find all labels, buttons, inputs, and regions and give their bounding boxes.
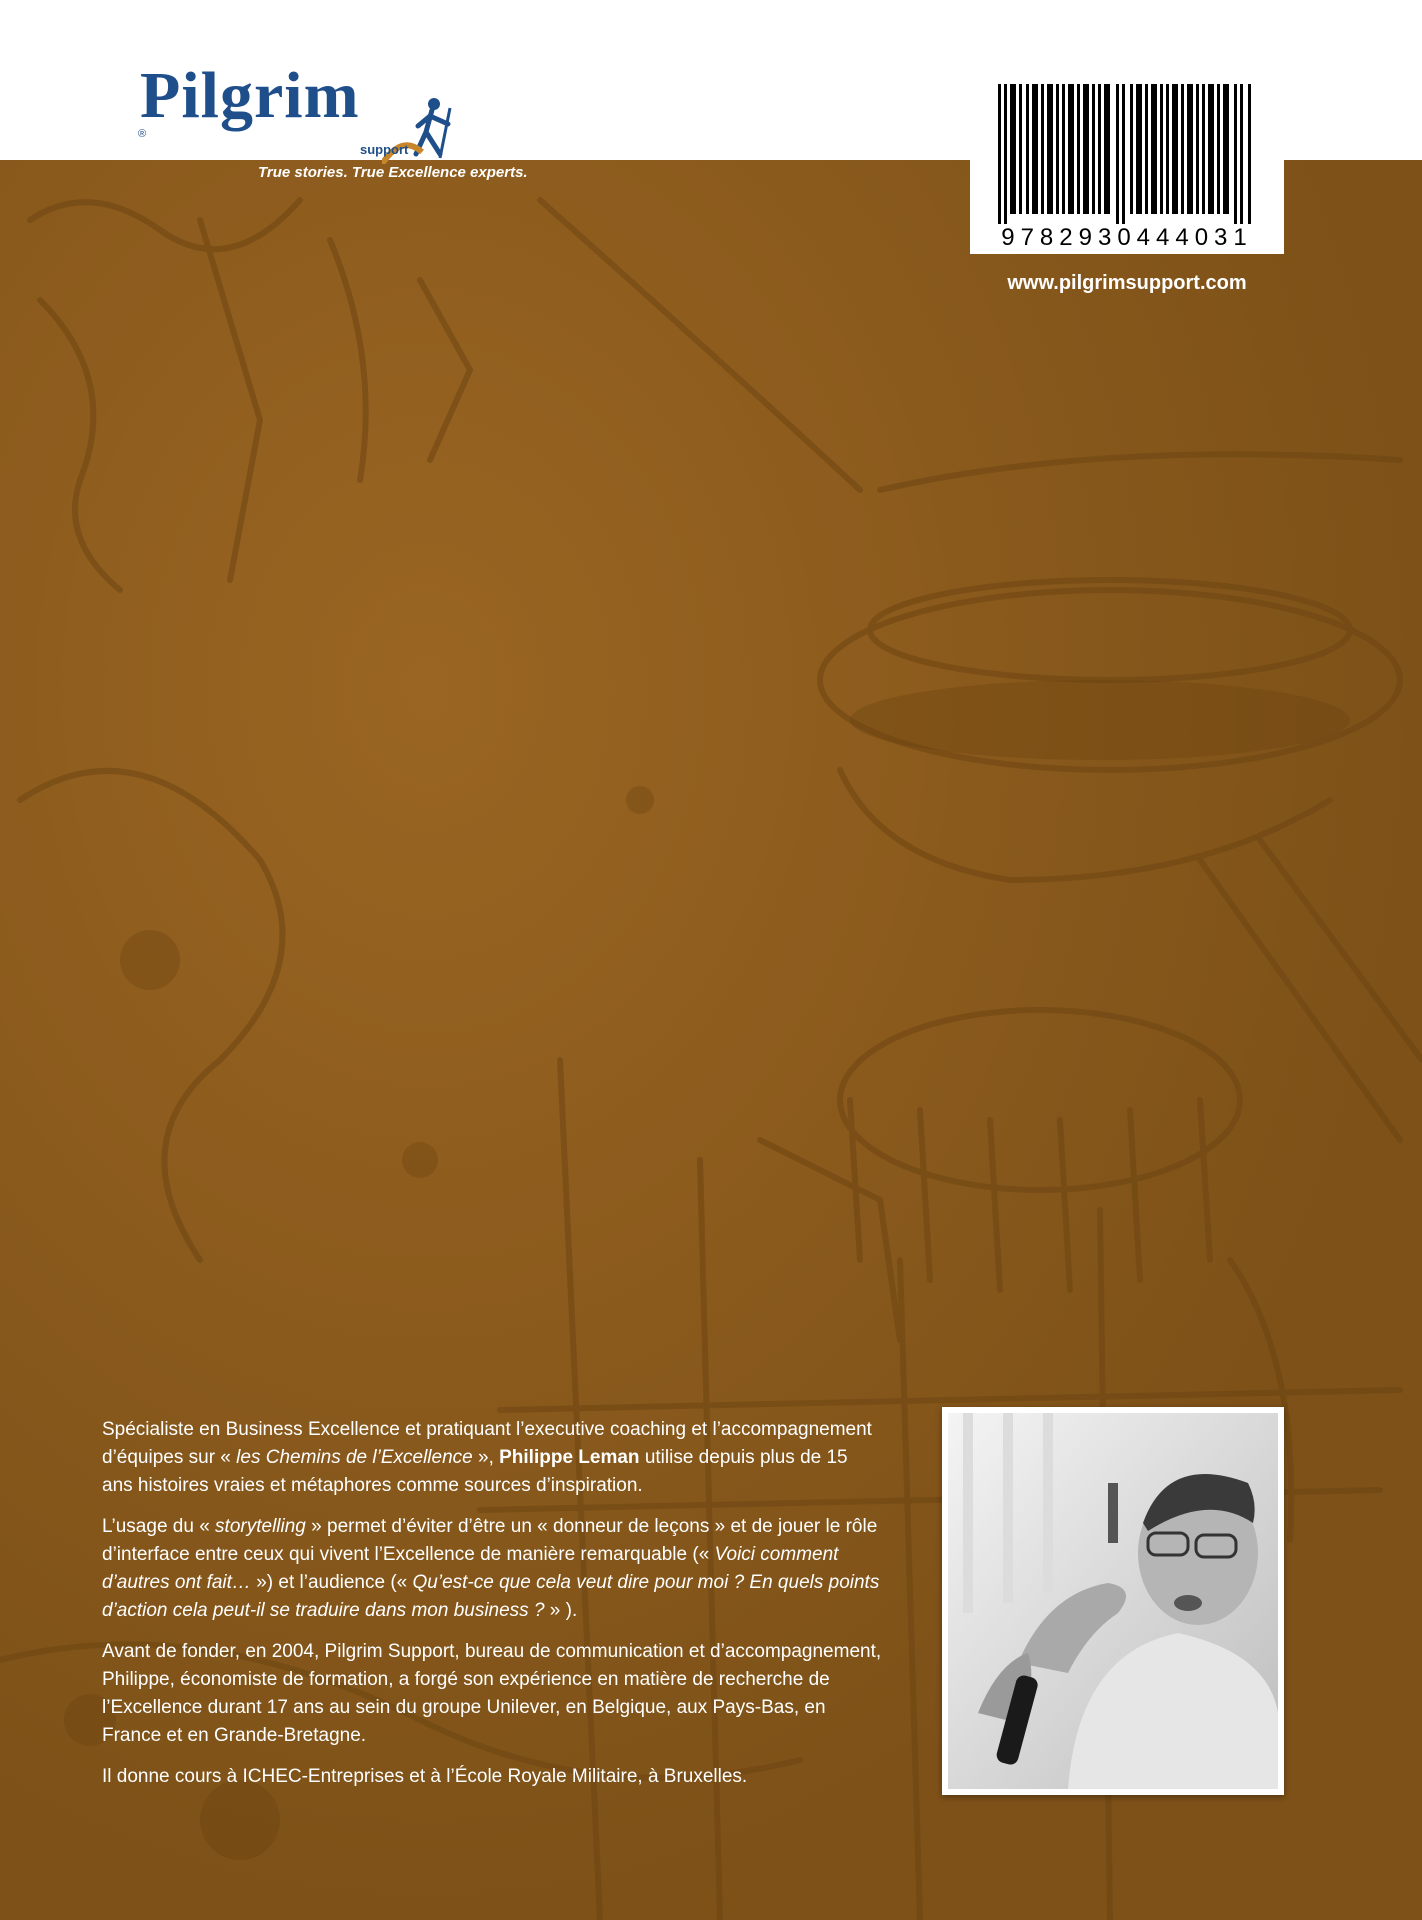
isbn-number: 9782930444031 bbox=[1001, 224, 1253, 251]
author-photo bbox=[942, 1407, 1284, 1795]
book-title: les Chemins de l’Excellence bbox=[236, 1447, 473, 1468]
logo-wordmark: Pilgrim bbox=[140, 59, 360, 132]
bio-paragraph-4: Il donne cours à ICHEC-Entreprises et à l’École Royale Militaire, à Bruxelles. bbox=[102, 1766, 748, 1787]
logo-tagline: True stories. True Excellence experts. bbox=[258, 164, 528, 181]
author-portrait-image bbox=[948, 1413, 1278, 1789]
registered-mark: ® bbox=[138, 128, 147, 140]
bio-paragraph-2: L’usage du « storytelling » permet d’éviter d’être un « donneur de leçons » et de jouer le rôle d’interface entre ceux qui vivent l’Excellence de manière remarquable (« Voici comment d’autres ont fait… ») et l’audience (« Qu’est-ce que cela veut dire pour moi ? En quels points d’action cela peut-il se traduire dans mon business ? » ). bbox=[102, 1516, 880, 1621]
author-bio bbox=[102, 1416, 882, 1804]
isbn-barcode bbox=[970, 78, 1284, 254]
pilgrim-logo bbox=[120, 58, 528, 188]
author-name: Philippe Leman bbox=[499, 1447, 640, 1468]
website-url[interactable]: www.pilgrimsupport.com bbox=[1007, 272, 1247, 294]
barcode-bars-icon bbox=[998, 84, 1256, 224]
bio-paragraph-3: Avant de fonder, en 2004, Pilgrim Support, bureau de communication et d’accompagnement, Philippe, économiste de formation, a forgé son expérience en matière de recherche de l’Excellence durant 17 ans au sein du groupe Unilever, en Belgique, aux Pays-Bas, en France et en Grande-Bretagne. bbox=[102, 1641, 882, 1746]
bio-paragraph-1: Spécialiste en Business Excellence et pratiquant l’executive coaching et l’accompagnement d’équipes sur « les Chemins de l’Excellence », Philippe Leman utilise depuis plus de 15 ans histoires vraies et métaphores comme sources d’inspiration. bbox=[102, 1419, 872, 1496]
logo-support-label: support bbox=[360, 142, 409, 157]
